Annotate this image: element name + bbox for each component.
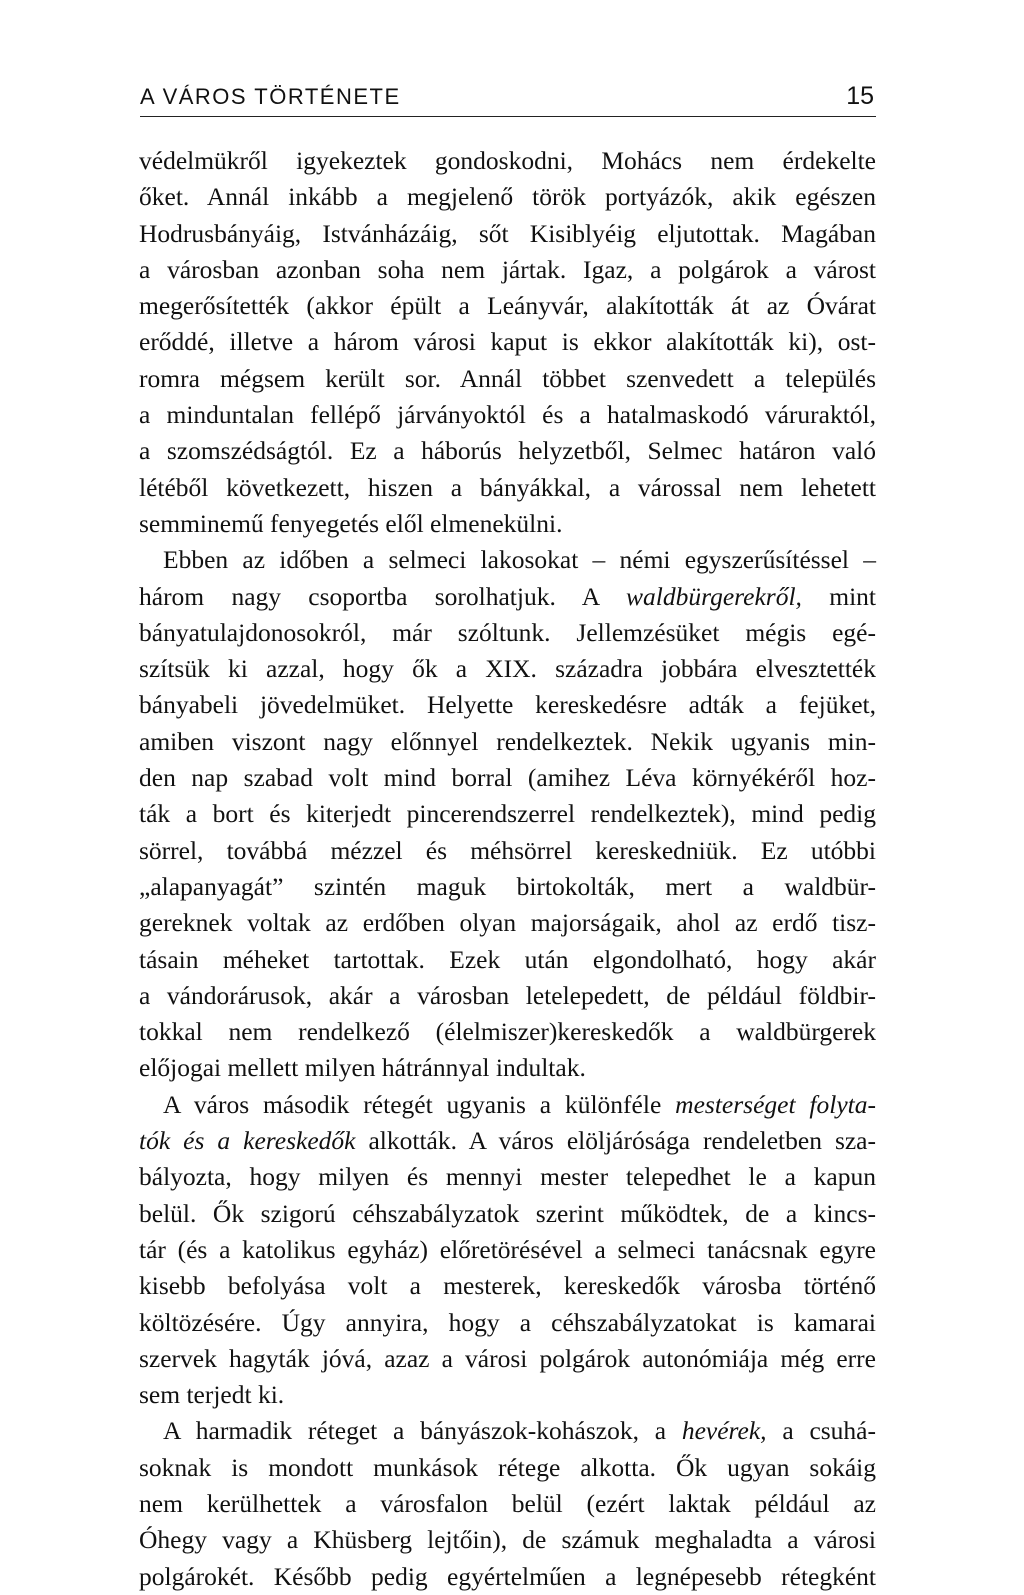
text-line xyxy=(139,1341,876,1377)
text-line xyxy=(139,833,876,869)
text-run: polgárokét. Később pedig egyértelműen a legnépesebb rétegként xyxy=(139,1561,876,1591)
text-run: amiben viszont nagy előnnyel rendelkeztek. Nekik ugyanis min- xyxy=(139,726,876,756)
text-run: kisebb befolyása volt a mesterek, kereskedők városba történő xyxy=(139,1271,876,1301)
italic-term: waldbürgerekről, xyxy=(626,581,802,611)
text-run: alkották. A város elöljárósága rendeletben sza- xyxy=(355,1126,876,1156)
text-run: A harmadik réteget a bányászok-kohászok, a xyxy=(163,1416,682,1446)
text-run: előjogai mellett milyen hátránnyal indultak. xyxy=(139,1053,586,1083)
text-run: semminemű fenyegetés elől elmenekülni. xyxy=(139,508,563,538)
text-run: költözésére. Úgy annyira, hogy a céhszabályzatokat is kamarai xyxy=(139,1307,876,1337)
text-line xyxy=(139,397,876,433)
text-run: „alapanyagát” szintén maguk birtokolták, mert a waldbür- xyxy=(139,871,876,901)
text-line xyxy=(139,1123,876,1159)
text-line xyxy=(139,651,876,687)
text-run: bályozta, hogy milyen és mennyi mester telepedhet le a kapun xyxy=(139,1162,876,1192)
text-line xyxy=(139,905,876,941)
text-run: Óhegy vagy a Khüsberg lejtőin), de számuk meghaladta a városi xyxy=(139,1525,876,1555)
text-run: tásain méheket tartottak. Ezek után elgondolható, hogy akár xyxy=(139,944,876,974)
text-line xyxy=(139,1450,876,1486)
text-line xyxy=(139,1087,876,1123)
text-run: Ebben az időben a selmeci lakosokat – némi egyszerűsítéssel – xyxy=(163,545,876,575)
text-run: belül. Ők szigorú céhszabályzatok szerint működtek, de a kincs- xyxy=(139,1198,876,1228)
text-line xyxy=(139,760,876,796)
text-run: nem kerülhettek a városfalon belül (ezért laktak például az xyxy=(139,1488,876,1518)
text-line xyxy=(139,796,876,832)
text-run: mint xyxy=(801,581,876,611)
text-line xyxy=(139,869,876,905)
text-run: a városban azonban soha nem jártak. Igaz, a polgárok a várost xyxy=(139,254,876,284)
text-line xyxy=(139,978,876,1014)
text-line xyxy=(139,1486,876,1522)
text-run: megerősítették (akkor épült a Leányvár, alakították át az Óvárat xyxy=(139,291,876,321)
text-run: a csuhá- xyxy=(766,1416,876,1446)
running-title: A VÁROS TÖRTÉNETE xyxy=(140,84,401,109)
text-line xyxy=(139,324,876,360)
text-line xyxy=(139,216,876,252)
text-run: sörrel, továbbá mézzel és méhsörrel kereskedniük. Ez utóbbi xyxy=(139,835,876,865)
text-line xyxy=(139,361,876,397)
text-run: erőddé, illetve a három városi kaput is ekkor alakították ki), ost- xyxy=(139,327,876,357)
text-line xyxy=(139,615,876,651)
text-run: a vándorárusok, akár a városban letelepedett, de például földbir- xyxy=(139,980,876,1010)
text-line xyxy=(139,1014,876,1050)
text-run: A város második rétegét ugyanis a különféle xyxy=(163,1089,676,1119)
text-run: romra mégsem került sor. Annál többet szenvedett a település xyxy=(139,363,876,393)
text-line xyxy=(139,724,876,760)
text-line xyxy=(139,433,876,469)
text-run: sem terjedt ki. xyxy=(139,1380,285,1410)
text-run: den nap szabad volt mind borral (amihez Léva környékéről hoz- xyxy=(139,763,876,793)
text-line xyxy=(139,1377,876,1413)
text-line xyxy=(139,1305,876,1341)
text-line xyxy=(139,288,876,324)
text-run: ták a bort és kiterjedt pincerendszerrel rendelkeztek), mind pedig xyxy=(139,799,876,829)
text-run: Hodrusbányáig, Istvánházáig, sőt Kisiblyéig eljutottak. Magában xyxy=(139,218,876,248)
text-line xyxy=(139,506,876,542)
text-line xyxy=(139,542,876,578)
text-line xyxy=(139,942,876,978)
italic-term: hevérek, xyxy=(681,1416,767,1446)
text-run: szervek hagyták jóvá, azaz a városi polgárok autonómiája még erre xyxy=(139,1343,876,1373)
text-run: a szomszédságtól. Ez a háborús helyzetből, Selmec határon való xyxy=(139,436,876,466)
text-run: három nagy csoportba sorolhatjuk. A xyxy=(139,581,627,611)
text-line xyxy=(139,252,876,288)
text-line xyxy=(139,579,876,615)
italic-term: tók és a kereskedők xyxy=(139,1126,356,1156)
text-run: a minduntalan fellépő járványoktól és a hatalmaskodó váruraktól, xyxy=(139,400,876,430)
text-line xyxy=(139,1559,876,1595)
body-text xyxy=(139,143,876,1595)
running-header xyxy=(140,76,876,117)
text-run: tár (és a katolikus egyház) előretörésével a selmeci tanácsnak egyre xyxy=(139,1234,876,1264)
text-line xyxy=(139,1268,876,1304)
text-run: gereknek voltak az erdőben olyan majorságaik, ahol az erdő tisz- xyxy=(139,908,876,938)
text-run: őket. Annál inkább a megjelenő török portyázók, akik egészen xyxy=(139,182,876,212)
text-run: szítsük ki azzal, hogy ők a XIX. századra jobbára elvesztették xyxy=(139,654,876,684)
text-run: létéből következett, hiszen a bányákkal, a várossal nem lehetett xyxy=(139,472,876,502)
text-line xyxy=(139,143,876,179)
text-line xyxy=(139,179,876,215)
text-line xyxy=(139,1159,876,1195)
text-run: bányatulajdonosokról, már szóltunk. Jellemzésüket mégis egé- xyxy=(139,617,876,647)
italic-term: mesterséget folyta- xyxy=(675,1089,876,1119)
text-run: soknak is mondott munkások rétege alkotta. Ők ugyan sokáig xyxy=(139,1452,876,1482)
text-run: bányabeli jövedelmüket. Helyette kereskedésre adták a fejüket, xyxy=(139,690,876,720)
text-line xyxy=(139,687,876,723)
text-run: védelmükről igyekeztek gondoskodni, Mohács nem érdekelte xyxy=(139,146,876,175)
text-line xyxy=(139,1232,876,1268)
text-line xyxy=(139,1050,876,1086)
page-number: 15 xyxy=(846,82,874,110)
text-line xyxy=(139,1196,876,1232)
text-run: tokkal nem rendelkező (élelmiszer)kereskedők a waldbürgerek xyxy=(139,1017,876,1047)
text-line xyxy=(139,1522,876,1558)
text-line xyxy=(139,470,876,506)
text-line xyxy=(139,1413,876,1449)
